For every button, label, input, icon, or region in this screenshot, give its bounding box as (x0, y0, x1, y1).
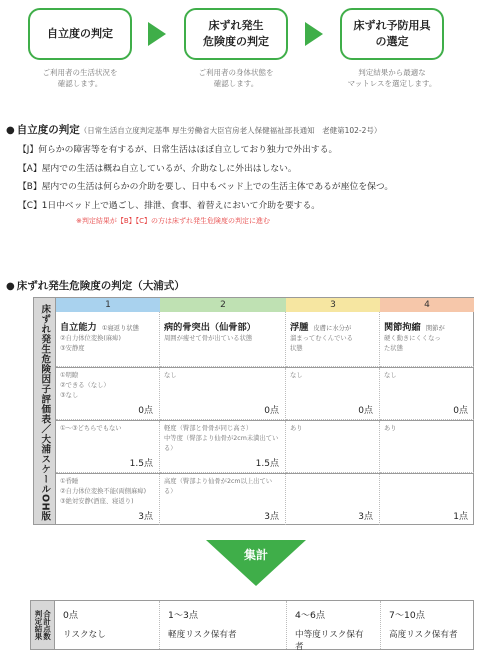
score-cell: ①～③どちらでもない 1.5点 (56, 421, 160, 473)
result-cell: 1～3点 軽度リスク保有者 (160, 601, 287, 649)
factor-cell: 自立能力 ①寝返り状態 ②自力体位変換(麻痺) ③安静度 (56, 312, 160, 367)
risk-table (33, 297, 474, 525)
score-cell: なし 0点 (160, 368, 286, 420)
result-cell: 0点 リスクなし (55, 601, 160, 649)
step-label: 危険度の判定 (203, 35, 269, 48)
points-value: 3点 (138, 512, 153, 522)
points-value: 0点 (138, 406, 153, 416)
risk-side-label: 床ずれ発生危険因子評価表／大浦スケールOH版 (34, 298, 56, 524)
result-cell: 4～6点 中等度リスク保有者 (287, 601, 381, 649)
step-risk-box (184, 8, 288, 60)
points-value: 1点 (453, 512, 468, 522)
result-cell: 7～10点 高度リスク保有者 (389, 610, 458, 640)
result-side-label: 判定結果 合計点数 (31, 601, 55, 649)
step-label: 床ずれ予防用具 (353, 19, 431, 33)
bullet-icon: ● (6, 281, 15, 292)
risk-grid (56, 298, 474, 524)
step-label: 床ずれ発生 (208, 19, 264, 33)
list-item: 【C】1日中ベッド上で過ごし、排泄、食事、着替えにおいて介助を要する。 (18, 200, 321, 211)
column-header: 3 (286, 298, 380, 312)
score-cell: なし 0点 (380, 368, 474, 420)
factor-cell: 病的骨突出（仙骨部） 周囲が痩せて骨が出ている状態 (160, 312, 286, 367)
points-value: 0点 (264, 406, 279, 416)
points-value: 3点 (264, 512, 279, 522)
total-label: 集計 (243, 548, 268, 562)
step-tool-box (340, 8, 444, 60)
list-item: 【A】屋内での生活は概ね自立しているが、介助なしに外出はしない。 (18, 163, 297, 174)
points-value: 1.5点 (129, 459, 153, 469)
process-flow (0, 8, 480, 96)
red-note: ※判定結果が【B】【C】の方は床ずれ発生危険度の判定に進む (76, 217, 271, 225)
independence-list (18, 141, 474, 215)
points-value: 1.5点 (255, 459, 279, 469)
list-item: 【B】屋内での生活は何らかの介助を要し、日中もベッド上での生活主体であるが座位を保つ。 (18, 182, 394, 192)
result-table (30, 600, 474, 650)
score-cell: 軽度（臀部と骨骨が同じ高さ） 中等度（臀部より仙骨が2cm未満出ている） 1.5点 (160, 421, 286, 473)
independence-heading (6, 122, 381, 137)
step-label: 自立度の判定 (47, 27, 113, 41)
score-cell: あり (380, 421, 474, 473)
step-description: ご利用者の身体状態を 確認します。 (198, 68, 274, 88)
arrow-right-icon (305, 22, 323, 46)
factor-cell: 関節拘縮 関節が 硬く動きにくくなっ た状態 (380, 312, 474, 367)
score-cell: あり (286, 421, 380, 473)
score-cell: ①明瞭 ②できる（なし） ③なし 0点 (56, 368, 160, 420)
step-description: ご利用者の生活状況を 確認します。 (42, 68, 118, 88)
score-cell (286, 474, 380, 525)
score-cell: ①昏睡 ②自力体位変換不能(両側麻痺) ③絶対安静(酒座、寝返り) 3点 (56, 474, 160, 525)
column-header: 2 (160, 298, 286, 312)
step-label: の選定 (375, 35, 409, 48)
points-value: 0点 (358, 406, 373, 416)
section-title: 床ずれ発生危険度の判定（大浦式） (16, 280, 185, 292)
section-title: 自立度の判定 (16, 124, 80, 136)
score-cell: なし 0点 (286, 368, 380, 420)
column-header: 1 (56, 298, 160, 312)
arrow-right-icon (148, 22, 166, 46)
step-description: 判定結果から最適な マットレスを選定します。 (347, 68, 437, 88)
risk-heading (6, 278, 185, 293)
score-cell: 高度（臀部より仙骨が2cm以上出ている） 3点 (160, 474, 286, 525)
column-header: 4 (380, 298, 474, 312)
score-cell (380, 474, 474, 525)
points-value: 0点 (453, 406, 468, 416)
points-value: 3点 (358, 512, 373, 522)
list-item: 【J】何らかの障害等を有するが、日常生活はほぼ自立しており独力で外出する。 (18, 145, 338, 155)
bullet-icon: ● (6, 125, 15, 136)
section-note: （日常生活自立度判定基準 厚生労働省大臣官房老人保健福祉部長通知 老健第102-2号） (79, 126, 382, 135)
step-independence-box (28, 8, 132, 60)
factor-cell: 浮腫 皮膚に水分が 溜まってむくんでいる 状態 (286, 312, 380, 367)
